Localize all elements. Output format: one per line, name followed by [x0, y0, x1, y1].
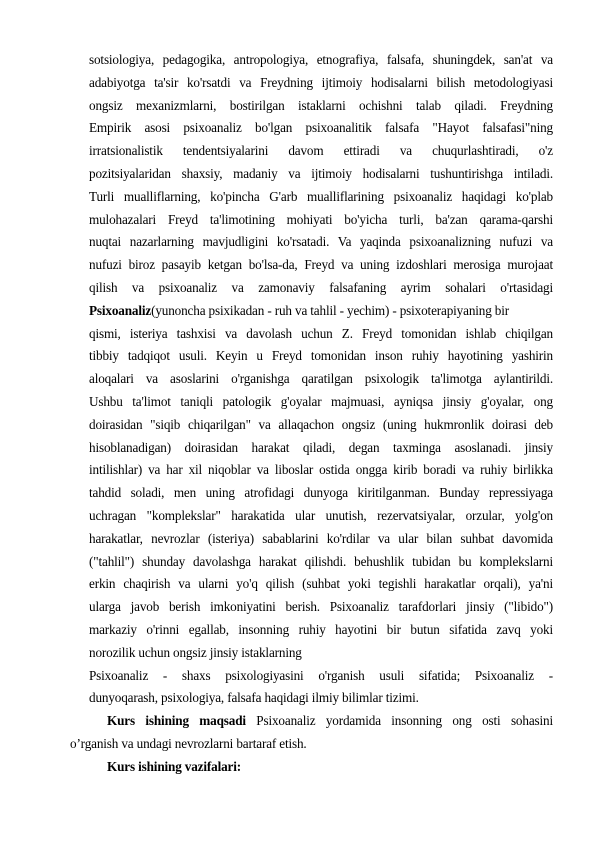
paragraph-line: Empirik asosi psixoanaliz bo'lgan psixoanalitik falsafa "Hayot falsafasi"ning: [89, 120, 553, 136]
paragraph-line: markaziy o'rinni egallab, insonning ruhiy hayotini bir butun sifatida zavq yoki: [89, 622, 553, 637]
paragraph-line: qismi, isteriya tashxisi va davolash uchun Z. Freyd tomonidan ishlab chiqilgan: [89, 325, 553, 341]
course-goal-label: Kurs ishining maqsadi: [107, 713, 246, 729]
definition-line: Psixoanaliz - shaxs psixologiyasini o'rganish usuli sifatida; Psixoanaliz -: [89, 667, 553, 683]
course-goal-text: Psixoanaliz yordamida insonning ong osti sohasini: [256, 713, 553, 729]
paragraph-line: irratsionalistik tendentsiyalarini davom ettiradi va chuqurlashtiradi, o'z: [89, 143, 553, 159]
term-psixoanaliz: Psixoanaliz: [89, 302, 152, 318]
paragraph-line: pozitsiyalaridan shaxsiy, madaniy va ijtimoiy hodisalarni tushuntirishga intiladi.: [89, 166, 553, 181]
paragraph-line: nufuzi biroz pasayib ketgan bo'lsa-da, Freyd va uning izdoshlari merosiga murojaat: [89, 257, 553, 273]
paragraph-line: uchragan "komplekslar" harakatida ular unutish, rezervatsiyalar, orzular, yolg'on: [89, 508, 553, 523]
paragraph-line: hisoblanadigan) doirasidan harakat qiladi, degan taxminga asoslanadi. jinsiy: [89, 439, 553, 455]
definition-line: dunyoqarash, psixologiya, falsafa haqidagi ilmiy bilimlar tizimi.: [89, 690, 419, 706]
course-goal-line: [107, 713, 553, 729]
paragraph-line: aloqalari va asoslarini o'rganishga qaratilgan psixologik ta'limotga aylantirildi.: [89, 371, 553, 387]
paragraph-line: ("tahlil") shunday davolashga harakat qilishdi. behushlik tubidan bu komplekslarni: [89, 553, 553, 569]
paragraph-line: ularga javob berish imkoniyatini berish. Psixoanaliz tarafdorlari jinsiy ("libido"): [89, 599, 553, 615]
course-goal-continuation: o’rganish va undagi nevrozlarni bartaraf etish.: [70, 736, 307, 751]
course-tasks-heading: Kurs ishining vazifalari:: [107, 758, 241, 774]
paragraph-line: sotsiologiya, pedagogika, antropologiya, etnografiya, falsafa, shuningdek, san'at va: [89, 52, 553, 67]
term-rest: (yunoncha psixikadan - ruh va tahlil - yechim) - psixoterapiyaning bir: [151, 302, 510, 318]
paragraph-line: erkin chaqirish va ularni yo'q qilish (suhbat yoki tegishli harakatlar orqali), ya'ni: [89, 576, 553, 592]
paragraph-line: Turli mualliflarning, ko'pincha G'arb mualliflarining psixoanaliz haqidagi ko'plab: [89, 188, 553, 204]
paragraph-line: harakatlar, nevrozlar (isteriya) sabablarini ko'rdilar va ular bilan suhbat davomida: [89, 530, 553, 546]
paragraph-line: Ushbu ta'limot taniqli patologik g'oyalar majmuasi, ayniqsa jinsiy g'oyalar, ong: [89, 394, 553, 409]
paragraph-line: nuqtai nazarlarning mavjudligini ko'rsatadi. Va yaqinda psixoanalizning nufuzi va: [89, 234, 553, 250]
paragraph-line: adabiyotga ta'sir ko'rsatdi va Freydning ijtimoiy hodisalarni bilish metodologiyasi: [89, 74, 553, 90]
paragraph-line: tibbiy tadqiqot usuli. Keyin u Freyd tomonidan inson ruhiy hayotining yashirin: [89, 348, 553, 364]
paragraph-line: doirasidan "siqib chiqarilgan" va allaqachon ongsiz (uning hukmronlik doirasi deb: [89, 416, 553, 432]
term-definition-line: [89, 303, 553, 319]
paragraph-line: tahdid soladi, men uning atrofidagi dunyoga kiritilganman. Bunday repressiyaga: [89, 485, 553, 501]
paragraph-line: ongsiz mexanizmlarni, bostirilgan istaklarni ochishni talab qiladi. Freydning: [89, 97, 553, 113]
paragraph-line: mulohazalari Freyd ta'limotining mohiyati bo'yicha turli, ba'zan qarama-qarshi: [89, 211, 553, 227]
paragraph-line: intilishlar) va har xil niqoblar va liboslar ostida ongga kirib boradi va ruhiy birlikka: [89, 462, 553, 478]
paragraph-line: norozilik uchun ongsiz jinsiy istaklarning: [89, 644, 302, 660]
paragraph-line: qilish va psixoanaliz va zamonaviy falsafaning ayrim sohalari o'rtasidagi: [89, 280, 553, 295]
